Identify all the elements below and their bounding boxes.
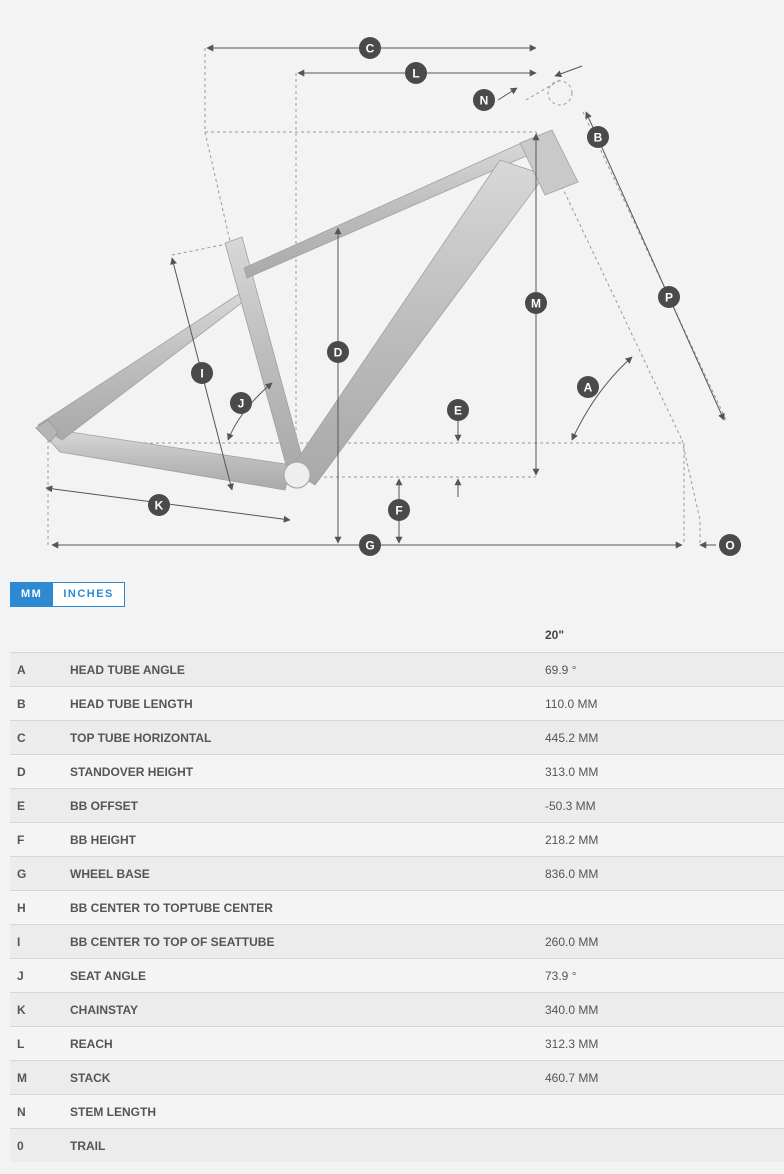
row-name: HEAD TUBE ANGLE [70,663,185,677]
table-row [10,652,784,686]
svg-text:J: J [237,396,245,411]
row-letter: H [17,901,26,915]
table-row [10,1094,784,1128]
svg-text:P: P [664,290,674,305]
table-row [10,686,784,720]
row-name: REACH [70,1037,113,1051]
table-row [10,754,784,788]
geometry-diagram [0,0,784,575]
row-letter: D [17,765,26,779]
row-value: 836.0 MM [545,867,599,881]
label-b [587,126,609,148]
label-a [577,376,599,398]
table-row [10,1026,784,1060]
row-letter: J [17,969,24,983]
bike-frame [36,130,578,490]
svg-text:A: A [583,380,593,395]
row-letter: I [17,935,21,949]
label-c [359,37,381,59]
row-letter: F [17,833,25,847]
table-row [10,788,784,822]
svg-text:E: E [453,403,463,418]
svg-text:F: F [395,503,403,518]
label-f [388,499,410,521]
row-letter: 0 [17,1139,24,1153]
table-header [10,618,784,652]
svg-text:K: K [154,498,164,513]
row-value: 313.0 MM [545,765,599,779]
label-m [525,292,547,314]
row-name: STACK [70,1071,111,1085]
svg-text:D: D [333,345,343,360]
svg-text:N: N [479,93,489,108]
row-value: 312.3 MM [545,1037,599,1051]
svg-text:O: O [725,538,735,553]
table-row [10,890,784,924]
label-l [405,62,427,84]
mm-unit-button[interactable]: MM [10,582,53,607]
row-value: 260.0 MM [545,935,599,949]
row-name: STEM LENGTH [70,1105,156,1119]
dimension-lines [46,48,724,545]
table-row [10,992,784,1026]
table-row [10,822,784,856]
row-letter: N [17,1105,26,1119]
row-letter: B [17,697,26,711]
row-letter: E [17,799,26,813]
label-j [230,392,252,414]
row-value: 218.2 MM [545,833,599,847]
row-letter: L [17,1037,25,1051]
table-body [10,652,784,1162]
geometry-table [10,618,784,1162]
row-name: BB CENTER TO TOP OF SEATTUBE [70,935,275,949]
row-name: CHAINSTAY [70,1003,139,1017]
row-value: 460.7 MM [545,1071,599,1085]
inches-unit-button[interactable]: INCHES [53,582,125,607]
svg-text:I: I [200,366,204,381]
row-name: TRAIL [70,1139,106,1153]
label-k [148,494,170,516]
row-letter: A [17,663,26,677]
row-letter: M [17,1071,27,1085]
row-value: 69.9 ° [545,663,577,677]
svg-text:C: C [365,41,375,56]
row-name: BB HEIGHT [70,833,136,847]
label-o [719,534,741,556]
label-n [473,89,495,111]
row-name: STANDOVER HEIGHT [70,765,194,779]
size-header: 20" [545,628,565,642]
unit-toggle [10,582,125,607]
row-letter: C [17,731,26,745]
row-value: -50.3 MM [545,799,596,813]
row-value: 340.0 MM [545,1003,599,1017]
label-g [359,534,381,556]
row-name: SEAT ANGLE [70,969,147,983]
row-value: 110.0 MM [545,697,598,711]
table-row [10,1128,784,1162]
svg-text:B: B [593,130,603,145]
label-p [658,286,680,308]
table-row [10,924,784,958]
row-value: 73.9 ° [545,969,577,983]
reference-lines [48,48,726,545]
table-row [10,720,784,754]
row-letter: G [17,867,27,881]
label-i [191,362,213,384]
label-d [327,341,349,363]
row-name: HEAD TUBE LENGTH [70,697,193,711]
table-row [10,958,784,992]
row-letter: K [17,1003,26,1017]
row-value: 445.2 MM [545,731,599,745]
row-name: BB OFFSET [70,799,138,813]
svg-text:G: G [365,538,375,553]
row-name: TOP TUBE HORIZONTAL [70,731,212,745]
label-e [447,399,469,421]
row-name: BB CENTER TO TOPTUBE CENTER [70,901,273,915]
row-name: WHEEL BASE [70,867,150,881]
svg-text:M: M [531,296,541,311]
svg-text:L: L [412,66,420,81]
table-row [10,1060,784,1094]
table-row [10,856,784,890]
